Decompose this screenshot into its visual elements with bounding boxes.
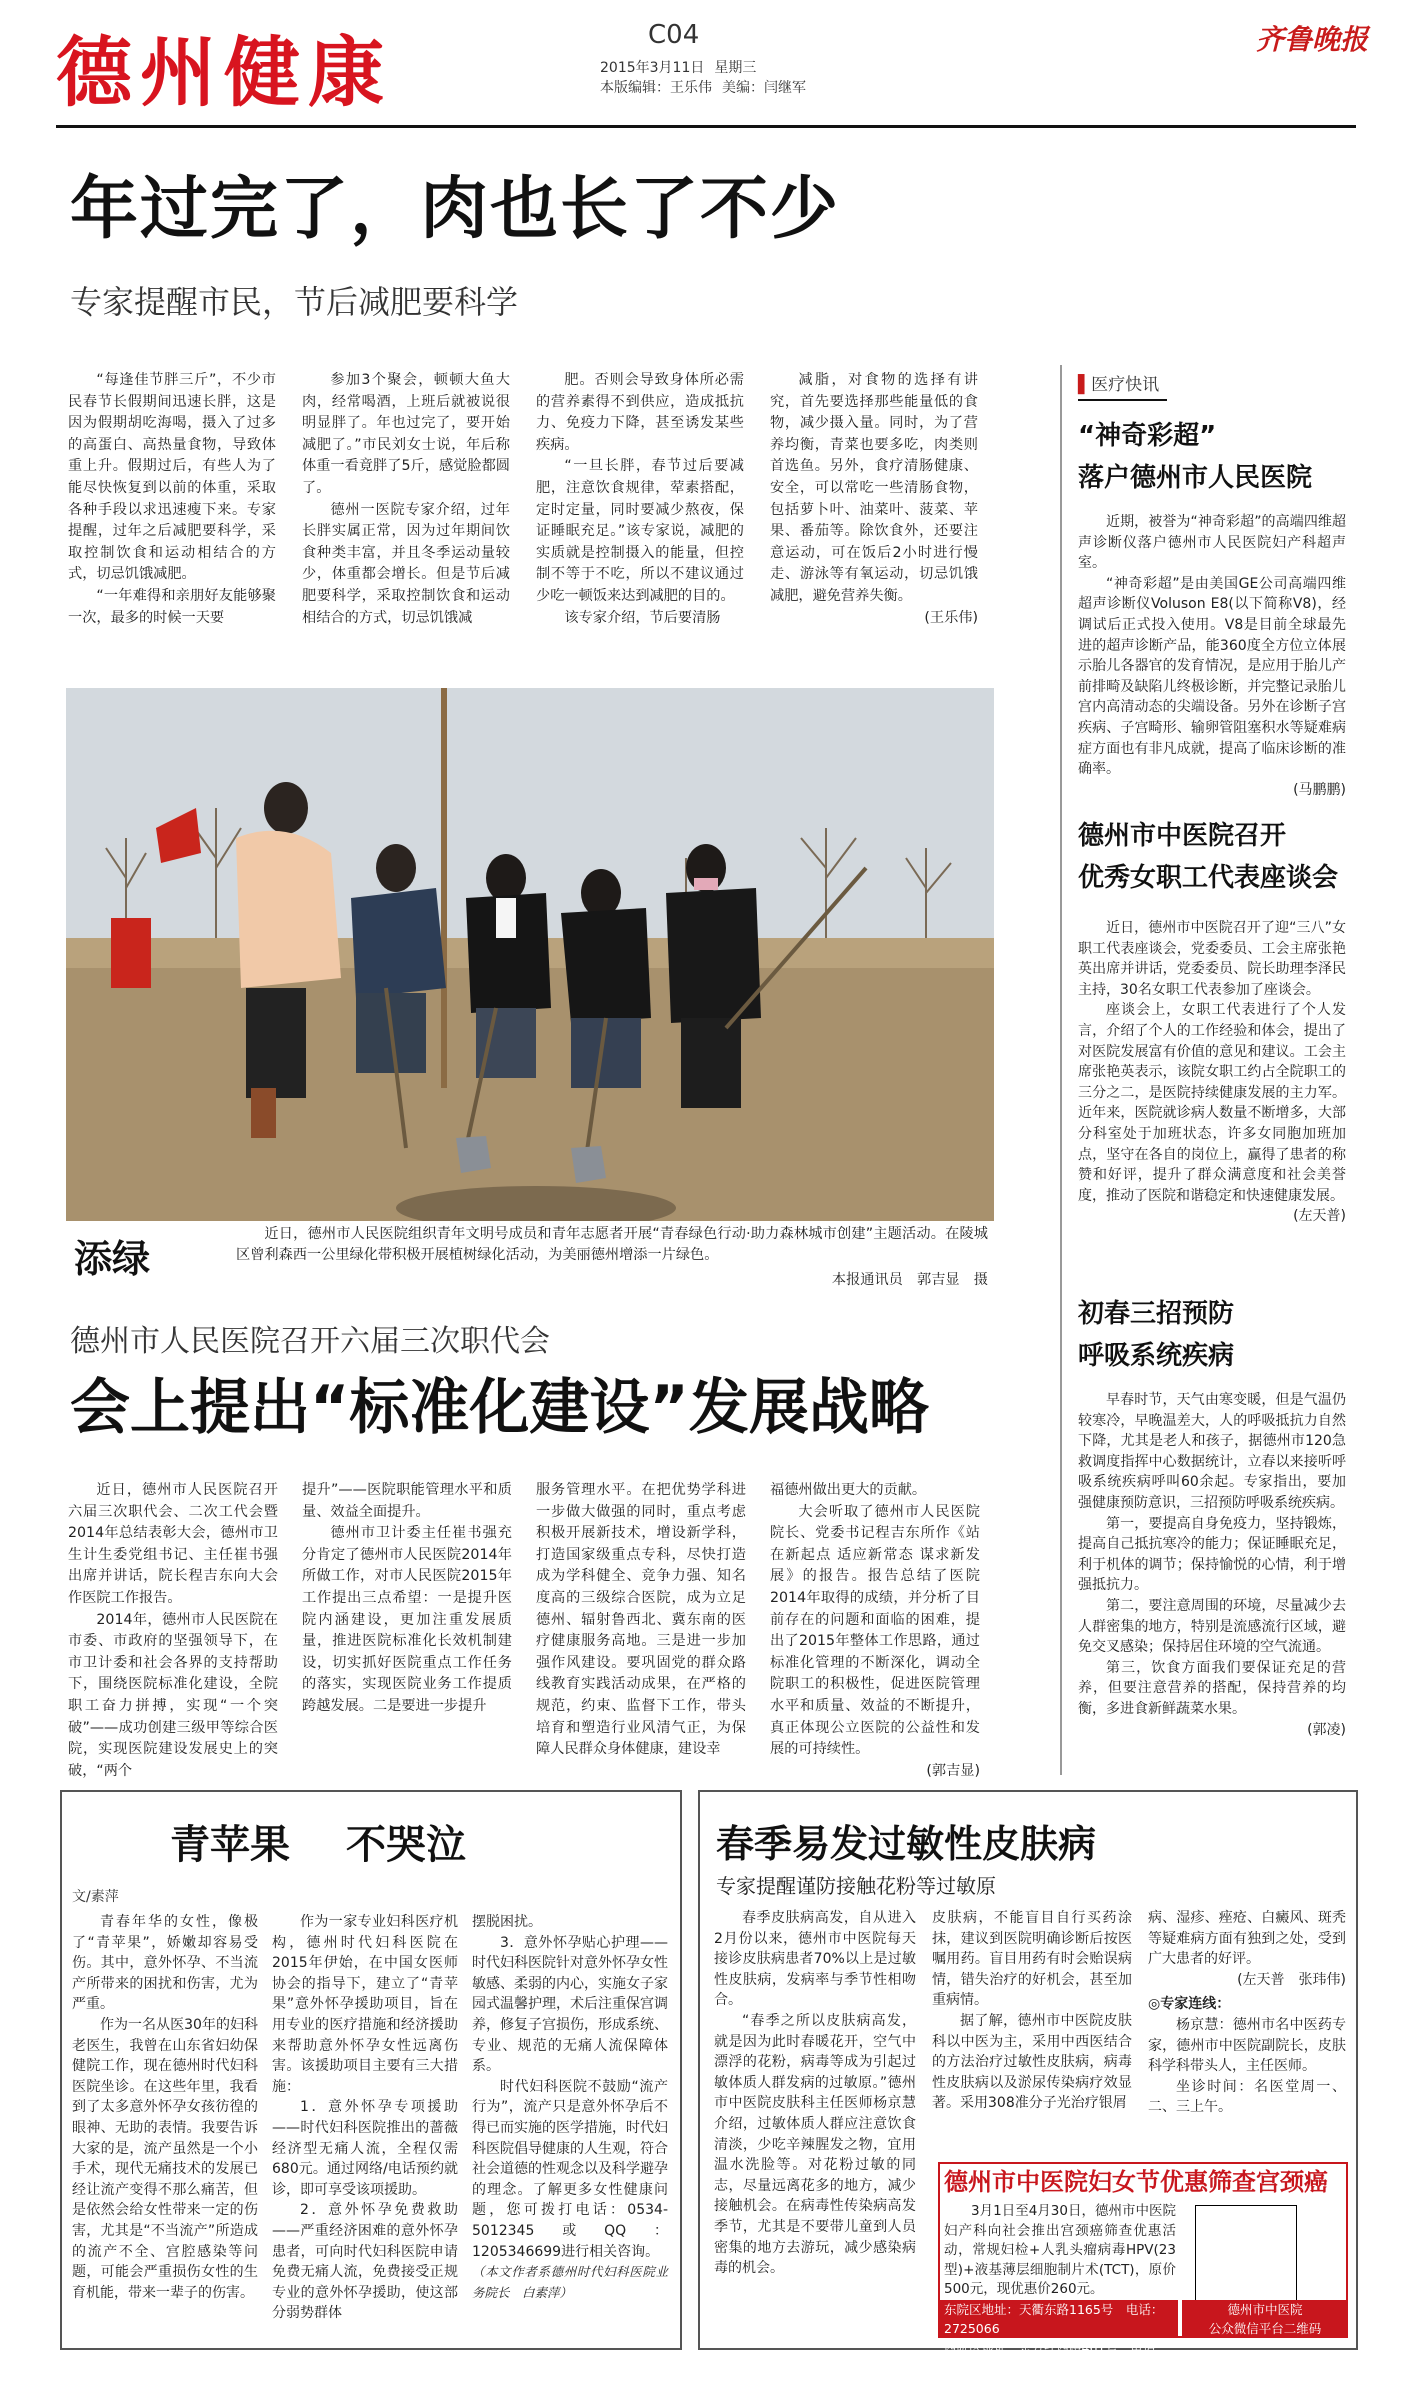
editor: 本版编辑：王乐伟 <box>600 80 712 96</box>
sidebar-divider <box>1060 365 1062 1775</box>
paragraph: 作为一名从医30年的妇科老医生，我曾在山东省妇幼保健院工作，现在德州时代妇科医院坐诊。在这些年里，我看到了太多意外怀孕女孩彷徨的眼神、无助的表情。我要告诉大家的是，流产虽然是一个小手术，现代无痛技术的发展已经让流产变得不那么痛苦，但是依然会给女性带来一定的伤害，尤其是“不当流产”所造成的流产不全、宫腔感染等问题，可能会严重损伤女性的生育机能，带来一辈子的伤害。 <box>72 2016 258 2301</box>
byline: (左天普 张玮伟) <box>1237 1971 1346 1988</box>
newspaper-brand-logo: 齐鲁晚报 <box>1256 23 1369 56</box>
news-flash-tag <box>1078 370 1167 401</box>
box1-column-1 <box>72 1912 258 2303</box>
box1-author: 文/素萍 <box>72 1889 119 1905</box>
lead-column-1 <box>68 370 276 629</box>
box1-title-part1: 青苹果 <box>170 1822 290 1868</box>
paragraph: 摆脱困扰。 <box>472 1914 542 1930</box>
tag-bullet-icon: ▌ <box>1078 375 1092 395</box>
paragraph: 近期，被誉为“神奇彩超”的高端四维超声诊断仪落户德州市人民医院妇产科超声室。 <box>1078 514 1346 572</box>
contact-body: 杨京慧：德州市名中医药专家，德州市中医院副院长，皮肤科学科带头人，主任医师。 <box>1148 2016 1346 2075</box>
congress-column-4 <box>770 1480 980 1782</box>
tree-planting-photo <box>66 688 994 1221</box>
byline: (王乐伟) <box>924 609 978 626</box>
designer: 美编：闫继军 <box>722 80 806 96</box>
paragraph: 德州市卫计委主任崔书强充分肯定了德州市人民医院2014年所做工作，对市人民医院2015年工作提出三点希望：一是提升医院内涵建设，更加注重发展质量，推进医院标准化长效机制建设，切实抓好医院重点工作任务的落实，实现医院业务工作提质跨越发展。二是要进一步提升 <box>302 1525 512 1714</box>
photo-credit: 本报通讯员 郭吉显 摄 <box>831 1272 988 1288</box>
congress-column-2 <box>302 1480 512 1718</box>
box2-column-1 <box>714 1908 916 2279</box>
promo-title: 德州市中医院妇女节优惠筛查宫颈癌 <box>944 2168 1328 2196</box>
west-phone: 电话：2220500 <box>944 2340 1168 2374</box>
paragraph: 2014年，德州市人民医院在市委、市政府的坚强领导下，在市卫计委和社会各界的支持帮助下，围绕医院标准化建设，全院职工奋力拼搏，实现“一个突破”——成功创建三级甲等综合医院，实现医院建设发展史上的突破，“两个 <box>68 1611 278 1779</box>
paragraph: “每逢佳节胖三斤”，不少市民春节长假期间迅速长胖，这是因为假期胡吃海喝，摄入了过多的高蛋白、高热量食物，导致体重上升。假期过后，有些人为了能尽快恢复到以前的体重，采取各种手段以求迅速瘦下来。专家提醒，过年之后减肥要科学，采取控制饮食和运动相结合的方式，切忌饥饿减肥。 <box>68 372 276 583</box>
congress-column-1 <box>68 1480 278 1782</box>
article3-title-line2: 呼吸系统疾病 <box>1078 1341 1235 1371</box>
paragraph: 第三，饮食方面我们要保证充足的营养，但要注意营养的搭配，保持营养的均衡，多进食新鲜蔬菜水果。 <box>1078 1659 1346 1717</box>
paragraph: 早春时节，天气由寒变暖，但是气温仍较寒冷，早晚温差大，人的呼吸抵抗力自然下降，尤其是老人和孩子，据德州市120急救调度指挥中心数据统计，立春以来接听呼吸系统疾病呼叫60余起。专家指出，要加强健康预防意识，三招预防呼吸系统疾病。 <box>1078 1392 1346 1511</box>
byline: (郭吉显) <box>926 1762 980 1779</box>
page-number: C04 <box>648 20 700 50</box>
byline: (郭凌) <box>1307 1721 1346 1738</box>
east-address: 东院区地址：天衢东路1165号 <box>944 2302 1114 2317</box>
paragraph: 提升”——医院职能管理水平和质量、效益全面提升。 <box>302 1482 512 1520</box>
article3-body <box>1078 1390 1346 1740</box>
box1-column-2 <box>272 1912 458 2324</box>
congress-headline: 会上提出“标准化建设”发展战略 <box>70 1373 929 1443</box>
paragraph: 肥。否则会导致身体所必需的营养素得不到供应，造成抵抗力、免疫力下降，甚至诱发某些疾病。 <box>536 372 744 453</box>
lead-headline: 年过完了，肉也长了不少 <box>70 170 841 249</box>
lead-column-3 <box>536 370 744 629</box>
address-bar <box>938 2300 1178 2374</box>
box2-column-2 <box>932 1908 1132 2114</box>
issue-date: 2015年3月11日 <box>600 60 705 76</box>
article1-title: 落户德州市人民医院 <box>1078 463 1313 493</box>
article2-title-line2: 优秀女职工代表座谈会 <box>1078 863 1339 893</box>
box1-title <box>170 1820 466 1870</box>
paragraph: 近日，德州市人民医院召开六届三次职代会、二次工代会暨2014年总结表彰大会，德州市卫生计生委党组书记、主任崔书强出席并讲话，院长程吉东向大会作医院工作报告。 <box>68 1482 278 1606</box>
qr-caption-line2: 公众微信平台二维码 <box>1208 2321 1322 2336</box>
paragraph: 2．意外怀孕免费救助——严重经济困难的意外怀孕患者，可向时代妇科医院申请免费无痛人流，免费接受正规专业的意外怀孕援助，使这部分弱势群体 <box>272 2202 458 2322</box>
paragraph: 作为一家专业妇科医疗机构，德州时代妇科医院在2015年伊始，在中国女医师协会的指导下，建立了“青苹果”意外怀孕援助项目，旨在用专业的医疗措施和经济援助来帮助意外怀孕女性远离伤害。该援助项目主要有三大措施： <box>272 1914 458 2095</box>
qr-code[interactable] <box>1196 2206 1296 2306</box>
lead-subtitle: 专家提醒市民，节后减肥要科学 <box>70 283 519 321</box>
paragraph: 病、湿疹、痤疮、白癜风、斑秃等疑难病方面有独到之处，受到广大患者的好评。 <box>1148 1910 1346 1968</box>
article2-title-line1: 德州市中医院召开 <box>1078 821 1287 851</box>
congress-column-3 <box>536 1480 746 1761</box>
author-note: （本文作者系德州时代妇科医院业务院长 白素萍） <box>472 2264 668 2300</box>
paragraph: 大会听取了德州市人民医院院长、党委书记程吉东所作《站在新起点 适应新常态 谋求新发展》的报告。报告总结了医院2014年取得的成绩，并分析了目前存在的问题和面临的困难，提出了2015年整体工作思路，通过标准化管理的不断深化，调动全院职工的积极性，促进医院管理水平和质量、效益的不断提升，真正体现公立医院的公益性和发展的可持续性。 <box>770 1503 980 1758</box>
photo-title: 添绿 <box>74 1237 151 1281</box>
paragraph: “神奇彩超”是由美国GE公司高端四维超声诊断仪Voluson E8(以下简称V8)，经调试后正式投入使用。V8是目前全球最先进的超声诊断产品，能360度全方位立体展示胎儿各器官的发育情况，是应用于胎儿产前排畸及缺陷儿终极诊断，并完整记录胎儿宫内高清动态的尖端设备。另外在诊断子宫疾病、子宫畸形、输卵管阻塞积水等疑难病症方面也有非凡成就，提高了临床诊断的准确率。 <box>1078 575 1346 778</box>
congress-kicker: 德州市人民医院召开六届三次职代会 <box>70 1324 550 1359</box>
article1-body <box>1078 512 1346 800</box>
article3-title-line1: 初春三招预防 <box>1078 1299 1235 1329</box>
promo-body <box>944 2202 1176 2300</box>
clinic-time: 坐诊时间：名医堂周一、二、三上午。 <box>1148 2078 1346 2116</box>
west-address: 西院区地址：东方红西路461号 <box>944 2340 1118 2355</box>
qr-caption-line1: 德州市中医院 <box>1227 2302 1303 2317</box>
box1-title-part2: 不哭泣 <box>346 1822 466 1868</box>
paragraph: 该专家介绍，节后要清肠 <box>564 609 721 626</box>
paragraph: “一年难得和亲朋好友能够聚一次，最多的时候一天要 <box>68 587 276 626</box>
paragraph: 参加3个聚会，顿顿大鱼大肉，经常喝酒，上班后就被说很明显胖了。年也过完了，要开始减肥了。”市民刘女士说，年后称体重一看竟胖了5斤，感觉脸都圆了。 <box>302 372 510 496</box>
paragraph: 3月1日至4月30日，德州市中医院妇产科向社会推出宫颈癌筛查优惠活动，常规妇检+人乳头瘤病毒HPV(23型)+液基薄层细胞制片术(TCT)，原价500元，现优惠价260元。 <box>944 2203 1176 2297</box>
photo-caption: 近日，德州市人民医院组织青年文明号成员和青年志愿者开展“青春绿色行动·助力森林城市创建”主题活动。在陵城区曾利森西一公里绿化带积极开展植树绿化活动，为美丽德州增添一片绿色。 <box>236 1226 988 1263</box>
paragraph: 据了解，德州市中医院皮肤科以中医为主，采用中西医结合的方法治疗过敏性皮肤病，病毒性皮肤病以及淤尿传染病疗效显著。采用308准分子光治疗银屑 <box>932 2012 1132 2112</box>
lead-column-4 <box>770 370 978 629</box>
paragraph: 春季皮肤病高发，自从进入2月份以来，德州市中医院每天接诊皮肤病患者70%以上是过敏性皮肤病，发病率与季节性相吻合。 <box>714 1910 916 2009</box>
paragraph: 服务管理水平。在把优势学科进一步做大做强的同时，重点考虑积极开展新技术，增设新学科，打造国家级重点专科，尽快打造成为学科健全、竞争力强、知名度高的三级综合医院，成为立足德州、辐射鲁西北、冀东南的医疗健康服务高地。三是进一步加强作风建设。要巩固党的群众路线教育实践活动成果，在严格的规范，约束、监督下工作，带头培育和塑造行业风清气正，为保障人民群众身体健康，建设幸 <box>536 1482 746 1758</box>
masthead: 德州健康 <box>56 28 392 117</box>
issue-weekday: 星期三 <box>714 60 757 76</box>
paragraph: 减脂，对食物的选择有讲究，首先要选择那些能量低的食物，减少摄入量。同时，为了营养均衡，青菜也要多吃，肉类则首选鱼。另外，食疗清肠健康、安全，可以常吃一些清肠食物，包括萝卜叶、油菜叶、菠菜、苹果、番茄等。除饮食外，还要注意运动，可在饭后2小时进行慢走、游泳等有氧运动，切忌饥饿减肥，避免营养失衡。 <box>770 372 978 604</box>
masthead-divider <box>56 125 1356 128</box>
box2-column-3 <box>1148 1908 1346 2118</box>
box1-column-3 <box>472 1912 668 2303</box>
qr-caption <box>1182 2300 1348 2338</box>
paragraph: 3．意外怀孕贴心护理——时代妇科医院针对意外怀孕女性敏感、柔弱的内心，实施女子家园式温馨护理，术后注重保宫调养，修复子宫损伤，形成系统、专业、规范的无痛人流保障体系。 <box>472 1934 668 2075</box>
article1-title-quote: “神奇彩超” <box>1078 421 1217 451</box>
east-phone: 电话：2725066 <box>944 2302 1164 2336</box>
lead-column-2 <box>302 370 510 629</box>
paragraph: 第一，要提高自身免疫力，坚持锻炼，提高自己抵抗寒冷的能力；保证睡眠充足，利于机体的调节；保持愉悦的心情，利于增强抵抗力。 <box>1078 1515 1346 1594</box>
issue-info <box>600 58 816 98</box>
paragraph: “春季之所以皮肤病高发，就是因为此时春暖花开，空气中漂浮的花粉，病毒等成为引起过敏体质人群发病的过敏原。”德州市中医院皮肤科主任医师杨京慧介绍，过敏体质人群应注意饮食清淡，少吃辛辣腥发之物，宜用温水洗脸等。对花粉过敏的同志，尽量远离花多的地方，减少接触机会。在病毒性传染病高发季节，尤其是不要带儿童到人员密集的地方去游玩，减少感染病毒的机会。 <box>714 2012 916 2277</box>
photo-illustration <box>66 688 994 1221</box>
box2-subtitle: 专家提醒谨防接触花粉等过敏原 <box>716 1874 996 1898</box>
paragraph: 第二，要注意周围的环境，尽量减少去人群密集的地方，特别是流感流行区域，避免交叉感染；保持居住环境的空气流通。 <box>1078 1597 1346 1656</box>
paragraph: 座谈会上，女职工代表进行了个人发言，介绍了个人的工作经验和体会，提出了对医院发展富有价值的意见和建议。工会主席张艳英表示，该院女职工约占全院职工的三分之二，是医院持续健康发展的主力军。近年来，医院就诊病人数量不断增多，大部分科室处于加班状态，许多女同胞加班加点，坚守在各自的岗位上，赢得了患者的称赞和好评，提升了群众满意度和社会美誉度，推动了医院和谐稳定和快速健康发展。 <box>1078 1002 1346 1204</box>
paragraph: 时代妇科医院不鼓励“流产行为”，流产只是意外怀孕后不得已而实施的医学措施，时代妇科医院倡导健康的人生观，符合社会道德的性观念以及科学避孕的理念。了解更多女性健康问题，您可拨打电话：0534-5012345或QQ：1205346699进行相关咨询。 <box>472 2078 668 2260</box>
article2-body <box>1078 918 1346 1227</box>
sidebar-tag-label: 医疗快讯 <box>1091 375 1160 395</box>
paragraph: 1．意外怀孕专项援助——时代妇科医院推出的蔷薇经济型无痛人流，全程仅需680元。通过网络/电话预约就诊，即可享受该项援助。 <box>272 2099 458 2198</box>
byline: (马鹏鹏) <box>1293 781 1346 798</box>
paragraph: 德州一医院专家介绍，过年长胖实属正常，因为过年期间饮食种类丰富，并且冬季运动量较少，体重都会增长。但是节后减肥要科学，采取控制饮食和运动相结合的方式，切忌饥饿减 <box>302 501 510 626</box>
box2-title: 春季易发过敏性皮肤病 <box>716 1822 1097 1866</box>
paragraph: 福德州做出更大的贡献。 <box>770 1482 927 1498</box>
byline: (左天普) <box>1293 1208 1346 1225</box>
contact-label: ◎专家连线： <box>1148 1996 1231 2013</box>
paragraph: 青春年华的女性，像极了“青苹果”，娇嫩却容易受伤。其中，意外怀孕、不当流产所带来的困扰和伤害，尤为严重。 <box>72 1914 258 2013</box>
paragraph: 皮肤病，不能盲目自行买药涂抹，建议到医院明确诊断后按医嘱用药。盲目用药有时会贻误病情，错失治疗的好机会，甚至加重病情。 <box>932 1910 1132 2009</box>
paragraph: 近日，德州市中医院召开了迎“三八”女职工代表座谈会，党委委员、工会主席张艳英出席并讲话，党委委员、院长助理李泽民主持，30名女职工代表参加了座谈会。 <box>1078 920 1346 998</box>
paragraph: “一旦长胖，春节过后要减肥，注意饮食规律，荤素搭配，定时定量，同时要减少熬夜，保证睡眠充足。”该专家说，减肥的实质就是控制摄入的能量，但控制不等于不吃，所以不建议通过少吃一顿饭来达到减肥的目的。 <box>536 458 744 604</box>
